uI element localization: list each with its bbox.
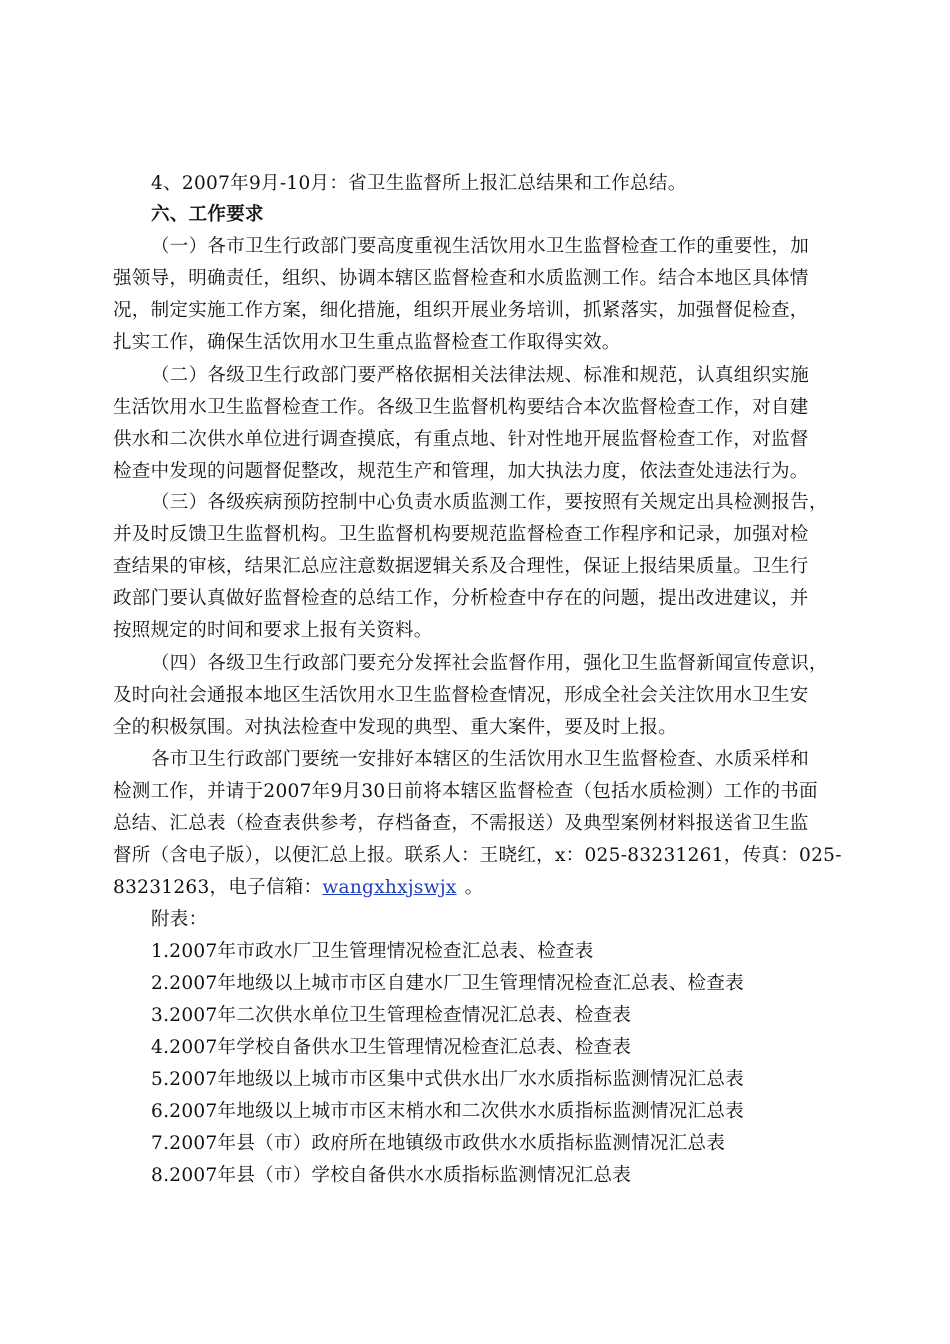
paragraph-4-line-1: （四）各级卫生行政部门要充分发挥社会监督作用，强化卫生监督新闻宣传意识， (151, 653, 828, 674)
paragraph-4-line-3: 全的积极氛围。对执法检查中发现的典型、重大案件，要及时上报。 (113, 717, 678, 738)
paragraph-3-line-4: 政部门要认真做好监督检查的总结工作，分析检查中存在的问题，提出改进建议，并 (113, 588, 809, 609)
paragraph-5-line-4: 督所（含电子版），以便汇总上报。联系人：王晓红，x：025-83231261，传真：025- (113, 845, 842, 866)
contact-line-suffix: 。 (464, 877, 484, 898)
paragraph-4-line-2: 及时向社会通报本地区生活饮用水卫生监督检查情况，形成全社会关注饮用水卫生安 (113, 685, 809, 706)
paragraph-2-line-1: （二）各级卫生行政部门要严格依据相关法律法规、标准和规范，认真组织实施 (151, 365, 810, 386)
paragraph-3-line-3: 查结果的审核，结果汇总应注意数据逻辑关系及合理性，保证上报结果质量。卫生行 (113, 556, 809, 577)
paragraph-2-line-3: 供水和二次供水单位进行调查摸底，有重点地、针对性地开展监督检查工作，对监督 (113, 429, 809, 450)
attachment-item-4: 4.2007年学校自备供水卫生管理情况检查汇总表、检查表 (151, 1037, 632, 1058)
paragraph-3-line-1: （三）各级疾病预防控制中心负责水质监测工作，要按照有关规定出具检测报告， (151, 492, 828, 513)
paragraph-5-line-2: 检测工作，并请于2007年9月30日前将本辖区监督检查（包括水质检测）工作的书面 (113, 781, 818, 802)
paragraph-1-line-1: （一）各市卫生行政部门要高度重视生活饮用水卫生监督检查工作的重要性，加 (151, 236, 810, 257)
paragraph-3-line-5: 按照规定的时间和要求上报有关资料。 (113, 620, 433, 641)
paragraph-1-line-4: 扎实工作，确保生活饮用水卫生重点监督检查工作取得实效。 (113, 332, 621, 353)
email-link[interactable]: wangxhxjswjx (322, 877, 457, 898)
schedule-item-4: 4、2007年9月-10月：省卫生监督所上报汇总结果和工作总结。 (151, 173, 687, 194)
paragraph-1-line-2: 强领导，明确责任，组织、协调本辖区监督检查和水质监测工作。结合本地区具体情 (113, 268, 809, 289)
paragraph-5-line-1: 各市卫生行政部门要统一安排好本辖区的生活饮用水卫生监督检查、水质采样和 (151, 749, 810, 770)
contact-line (113, 872, 483, 904)
paragraph-5-line-3: 总结、汇总表（检查表供参考，存档备查，不需报送）及典型案例材料报送省卫生监 (113, 813, 809, 834)
attachment-item-7: 7.2007年县（市）政府所在地镇级市政供水水质指标监测情况汇总表 (151, 1133, 726, 1154)
attachment-item-1: 1.2007年市政水厂卫生管理情况检查汇总表、检查表 (151, 941, 594, 962)
attachment-item-2: 2.2007年地级以上城市市区自建水厂卫生管理情况检查汇总表、检查表 (151, 973, 744, 994)
attachment-item-5: 5.2007年地级以上城市市区集中式供水出厂水水质指标监测情况汇总表 (151, 1069, 744, 1090)
paragraph-2-line-2: 生活饮用水卫生监督检查工作。各级卫生监督机构要结合本次监督检查工作，对自建 (113, 397, 809, 418)
paragraph-1-line-3: 况，制定实施工作方案，细化措施，组织开展业务培训，抓紧落实，加强督促检查， (113, 300, 809, 321)
attachment-item-3: 3.2007年二次供水单位卫生管理检查情况汇总表、检查表 (151, 1005, 632, 1026)
paragraph-3-line-2: 并及时反馈卫生监督机构。卫生监督机构要规范监督检查工作程序和记录，加强对检 (113, 524, 809, 545)
paragraph-2-line-4: 检查中发现的问题督促整改，规范生产和管理，加大执法力度，依法查处违法行为。 (113, 461, 809, 482)
attachments-label: 附表： (151, 909, 208, 930)
attachment-item-8: 8.2007年县（市）学校自备供水水质指标监测情况汇总表 (151, 1165, 632, 1186)
contact-line-prefix: 83231263，电子信箱： (113, 877, 323, 898)
section-heading: 六、工作要求 (151, 204, 264, 225)
attachment-item-6: 6.2007年地级以上城市市区末梢水和二次供水水质指标监测情况汇总表 (151, 1101, 744, 1122)
